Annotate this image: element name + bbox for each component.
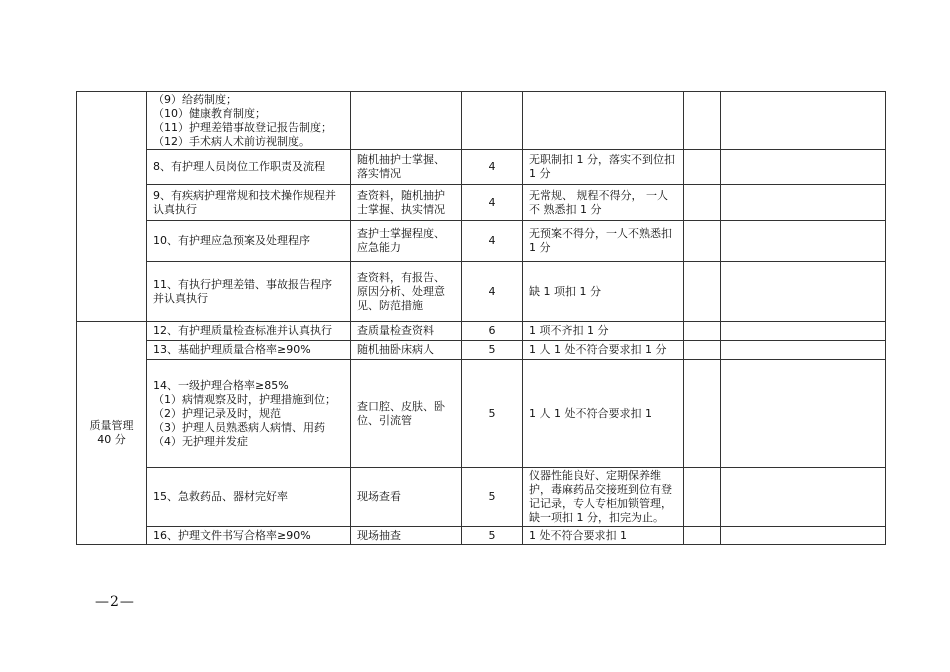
- item-cell: 9、有疾病护理常规和技术操作规程并 认真执行: [147, 185, 351, 221]
- empty-cell: [684, 341, 721, 360]
- page-number: —2—: [95, 594, 135, 610]
- item-line: （12）手术病人术前访视制度。: [153, 135, 310, 148]
- item-cell: 16、护理文件书写合格率≥90%: [147, 527, 351, 545]
- empty-cell: [721, 360, 886, 468]
- score-cell: 4: [462, 150, 523, 185]
- item-cell: [147, 92, 351, 150]
- assessment-table: [76, 91, 886, 545]
- empty-cell: [721, 468, 886, 527]
- category-cell: [77, 322, 147, 545]
- item-line: （3）护理人员熟悉病人病情、用药: [153, 420, 325, 434]
- score-cell: 4: [462, 185, 523, 221]
- deduct-cell: 1 处不符合要求扣 1: [523, 527, 684, 545]
- deduct-cell: 无常规、 规程不得分， 一人不 熟悉扣 1 分: [523, 185, 684, 221]
- empty-cell: [684, 92, 721, 150]
- category-cell: [77, 92, 147, 322]
- category-points: 40 分: [97, 433, 126, 446]
- empty-cell: [684, 221, 721, 262]
- table-row: [77, 360, 886, 468]
- deduct-cell: 1 人 1 处不符合要求扣 1 分: [523, 341, 684, 360]
- table-row: [77, 92, 886, 150]
- deduct-cell: 无职制扣 1 分，落实不到位扣 1 分: [523, 150, 684, 185]
- empty-cell: [721, 527, 886, 545]
- item-line: （1）病情观察及时，护理措施到位；: [153, 392, 336, 406]
- table-row: [77, 262, 886, 322]
- empty-cell: [721, 341, 886, 360]
- item-cell: 8、有护理人员岗位工作职责及流程: [147, 150, 351, 185]
- table-row: [77, 468, 886, 527]
- item-line: （4）无护理并发症: [153, 434, 248, 448]
- item-cell: 12、有护理质量检查标准并认真执行: [147, 322, 351, 341]
- score-cell: 6: [462, 322, 523, 341]
- table-row: [77, 322, 886, 341]
- score-cell: 4: [462, 262, 523, 322]
- method-cell: 随机抽护士掌握、 落实情况: [351, 150, 462, 185]
- method-cell: 查护士掌握程度、 应急能力: [351, 221, 462, 262]
- empty-cell: [684, 468, 721, 527]
- item-cell: 10、有护理应急预案及处理程序: [147, 221, 351, 262]
- item-cell: 13、基础护理质量合格率≥90%: [147, 341, 351, 360]
- item-line: 14、一级护理合格率≥85%: [153, 378, 289, 392]
- method-cell: 现场抽查: [351, 527, 462, 545]
- method-cell: 查资料，随机抽护士掌握、执实情况: [351, 185, 462, 221]
- score-cell: 5: [462, 527, 523, 545]
- empty-cell: [721, 92, 886, 150]
- item-line: （9）给药制度；: [153, 93, 237, 106]
- deduct-cell: 缺 1 项扣 1 分: [523, 262, 684, 322]
- empty-cell: [721, 262, 886, 322]
- item-cell: 15、急救药品、器材完好率: [147, 468, 351, 527]
- empty-cell: [684, 150, 721, 185]
- score-cell: 5: [462, 360, 523, 468]
- empty-cell: [721, 221, 886, 262]
- score-cell: 5: [462, 468, 523, 527]
- item-line: （2）护理记录及时，规范: [153, 406, 281, 420]
- item-cell: [147, 360, 351, 468]
- deduct-cell: [523, 92, 684, 150]
- method-cell: 查资料，有报告、原因分析、处理意见、防范措施: [351, 262, 462, 322]
- table-row: [77, 185, 886, 221]
- method-cell: 查质量检查资料: [351, 322, 462, 341]
- score-cell: 4: [462, 221, 523, 262]
- method-cell: 现场查看: [351, 468, 462, 527]
- method-cell: 随机抽卧床病人: [351, 341, 462, 360]
- empty-cell: [721, 322, 886, 341]
- item-cell: 11、有执行护理差错、事故报告程序 并认真执行: [147, 262, 351, 322]
- deduct-cell: 1 项不齐扣 1 分: [523, 322, 684, 341]
- empty-cell: [721, 150, 886, 185]
- method-cell: [351, 92, 462, 150]
- empty-cell: [721, 185, 886, 221]
- deduct-cell: 无预案不得分，一人不熟悉扣 1 分: [523, 221, 684, 262]
- table-row: [77, 221, 886, 262]
- table-row: [77, 527, 886, 545]
- table-row: [77, 341, 886, 360]
- deduct-cell: 仪器性能良好、定期保养维护，毒麻药品交接班到位有登记记录，专人专柜加锁管理，缺一项扣 1 分，扣完为止。: [523, 468, 684, 527]
- method-cell: 查口腔、皮肤、卧位、引流管: [351, 360, 462, 468]
- empty-cell: [684, 262, 721, 322]
- empty-cell: [684, 360, 721, 468]
- score-cell: 5: [462, 341, 523, 360]
- category-name: 质量管理: [89, 419, 134, 432]
- empty-cell: [684, 527, 721, 545]
- empty-cell: [684, 322, 721, 341]
- table-row: [77, 150, 886, 185]
- empty-cell: [684, 185, 721, 221]
- deduct-cell: 1 人 1 处不符合要求扣 1: [523, 360, 684, 468]
- item-line: （10）健康教育制度；: [153, 107, 266, 120]
- score-cell: [462, 92, 523, 150]
- item-line: （11）护理差错事故登记报告制度；: [153, 121, 332, 134]
